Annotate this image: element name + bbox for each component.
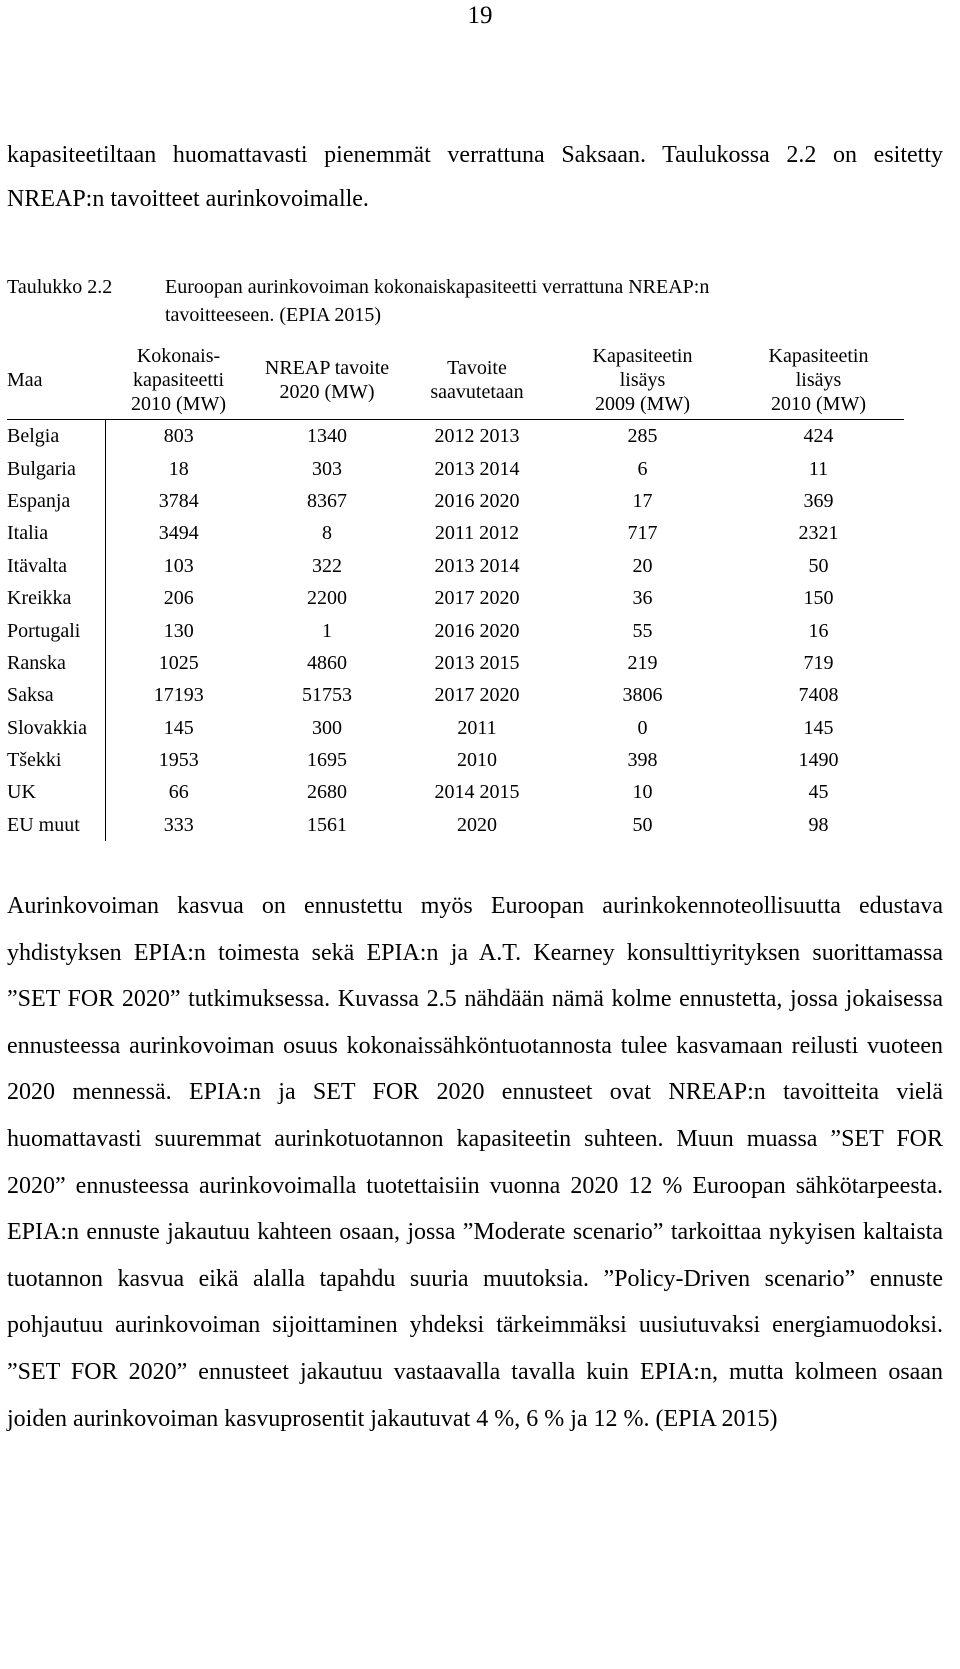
nreap-target-cell: 322 xyxy=(312,554,342,577)
intro-paragraph: kapasiteetiltaan huomattavasti pienemmät verrattuna Saksaan. Taulukossa 2.2 on esitetty NREAP:n tavoitteet aurinkovoimalle. xyxy=(7,142,943,212)
table-row xyxy=(7,809,904,841)
table-caption-number: Taulukko 2.2 xyxy=(7,276,113,298)
header-line: Maa xyxy=(7,369,43,391)
nreap-target-cell: 1340 xyxy=(307,425,347,448)
capacity-added-2010-cell: 719 xyxy=(803,651,834,674)
nreap-target-cell: 303 xyxy=(312,457,342,480)
header-country xyxy=(7,341,105,420)
capacity-added-2010-cell: 98 xyxy=(808,813,829,836)
capacity-added-2010-cell: 11 xyxy=(808,457,829,480)
nreap-target-cell: 1 xyxy=(322,619,332,642)
page-number: 19 xyxy=(467,2,493,29)
total-capacity-cell: 17193 xyxy=(153,684,204,707)
table-row xyxy=(7,517,904,549)
target-reached-cell: 2016 2020 xyxy=(434,489,520,512)
table-row xyxy=(7,744,904,776)
capacity-added-2009-cell: 10 xyxy=(632,781,653,804)
capacity-added-2009-cell: 50 xyxy=(632,813,653,836)
capacity-added-2009-cell: 17 xyxy=(632,489,653,512)
target-reached-cell: 2017 2020 xyxy=(434,684,520,707)
capacity-added-2010-cell: 424 xyxy=(803,425,834,448)
table-row xyxy=(7,712,904,744)
country-cell: Kreikka xyxy=(7,582,105,614)
country-cell: Bulgaria xyxy=(7,452,105,484)
target-reached-cell: 2013 2014 xyxy=(434,457,520,480)
capacity-added-2010-cell: 7408 xyxy=(798,684,839,707)
country-cell: Saksa xyxy=(7,679,105,711)
capacity-added-2009-cell: 219 xyxy=(627,651,658,674)
total-capacity-cell: 18 xyxy=(168,457,189,480)
nreap-target-cell: 51753 xyxy=(302,684,352,707)
header-line: NREAP tavoite xyxy=(264,357,390,379)
total-capacity-cell: 206 xyxy=(163,587,194,610)
total-capacity-cell: 145 xyxy=(163,716,194,739)
country-cell: EU muut xyxy=(7,809,105,841)
capacity-added-2009-cell: 285 xyxy=(627,425,658,448)
capacity-added-2009-cell: 55 xyxy=(632,619,653,642)
total-capacity-cell: 3784 xyxy=(158,489,199,512)
capacity-added-2010-cell: 369 xyxy=(803,489,834,512)
target-reached-cell: 2013 2014 xyxy=(434,554,520,577)
target-reached-cell: 2016 2020 xyxy=(434,619,520,642)
target-reached-cell: 2011 2012 xyxy=(434,522,520,545)
capacity-added-2010-cell: 1490 xyxy=(798,749,839,772)
capacity-added-2010-cell: 2321 xyxy=(798,522,839,545)
table-row xyxy=(7,420,904,453)
nreap-target-cell: 1695 xyxy=(307,749,347,772)
total-capacity-cell: 803 xyxy=(163,425,194,448)
header-nreap-target xyxy=(252,341,402,420)
table-row xyxy=(7,582,904,614)
header-capacity-added-2009 xyxy=(552,341,733,420)
capacity-added-2010-cell: 16 xyxy=(808,619,829,642)
nreap-target-cell: 1561 xyxy=(307,813,347,836)
nreap-target-cell: 2680 xyxy=(307,781,347,804)
header-line: 2010 (MW) xyxy=(771,393,866,415)
country-cell: Ranska xyxy=(7,647,105,679)
header-line: 2020 (MW) xyxy=(279,381,375,403)
header-line: 2009 (MW) xyxy=(595,393,690,415)
target-reached-cell: 2012 2013 xyxy=(434,425,520,448)
table-row xyxy=(7,776,904,808)
capacity-added-2009-cell: 717 xyxy=(627,522,658,545)
country-cell: Italia xyxy=(7,517,105,549)
total-capacity-cell: 66 xyxy=(168,781,189,804)
capacity-added-2010-cell: 150 xyxy=(803,587,834,610)
total-capacity-cell: 103 xyxy=(163,554,194,577)
country-cell: Portugali xyxy=(7,614,105,646)
country-cell: Tšekki xyxy=(7,744,105,776)
nreap-target-cell: 4860 xyxy=(307,651,347,674)
table-row xyxy=(7,614,904,646)
nreap-target-cell: 8 xyxy=(322,522,332,545)
total-capacity-cell: 130 xyxy=(163,619,194,642)
header-total-capacity xyxy=(105,341,252,420)
capacity-added-2010-cell: 45 xyxy=(808,781,829,804)
header-line: Tavoite xyxy=(447,357,507,379)
total-capacity-cell: 3494 xyxy=(158,522,199,545)
header-line: lisäys xyxy=(795,369,842,391)
target-reached-cell: 2013 2015 xyxy=(434,651,520,674)
capacity-added-2010-cell: 145 xyxy=(803,716,834,739)
country-cell: Belgia xyxy=(7,420,105,453)
nreap-target-cell: 2200 xyxy=(307,587,347,610)
total-capacity-cell: 333 xyxy=(163,813,194,836)
capacity-added-2009-cell: 3806 xyxy=(622,684,663,707)
header-line: Kapasiteetin xyxy=(768,345,869,367)
capacity-added-2009-cell: 20 xyxy=(632,554,653,577)
country-cell: UK xyxy=(7,776,105,808)
nreap-target-cell: 8367 xyxy=(307,489,347,512)
target-reached-cell: 2020 xyxy=(457,813,497,836)
capacity-added-2010-cell: 50 xyxy=(808,554,829,577)
nreap-target-cell: 300 xyxy=(312,716,342,739)
header-target-reached xyxy=(402,341,552,420)
header-line: Kokonais- xyxy=(136,345,221,367)
header-line: lisäys xyxy=(619,369,666,391)
header-capacity-added-2010 xyxy=(733,341,904,420)
capacity-table xyxy=(7,341,904,841)
table-row xyxy=(7,647,904,679)
table-row xyxy=(7,679,904,711)
country-cell: Slovakkia xyxy=(7,712,105,744)
capacity-added-2009-cell: 6 xyxy=(637,457,648,480)
header-line: 2010 (MW) xyxy=(131,393,226,415)
target-reached-cell: 2011 xyxy=(457,716,497,739)
country-cell: Espanja xyxy=(7,485,105,517)
header-line: saavutetaan xyxy=(430,381,524,403)
table-row xyxy=(7,550,904,582)
country-cell: Itävalta xyxy=(7,550,105,582)
header-line: kapasiteetti xyxy=(132,369,225,391)
table-header-row xyxy=(7,341,904,420)
header-line: Kapasiteetin xyxy=(592,345,693,367)
total-capacity-cell: 1953 xyxy=(158,749,199,772)
table-row xyxy=(7,485,904,517)
target-reached-cell: 2010 xyxy=(457,749,497,772)
capacity-added-2009-cell: 398 xyxy=(627,749,658,772)
capacity-added-2009-cell: 0 xyxy=(637,716,648,739)
body-paragraph: Aurinkovoiman kasvua on ennustettu myös Euroopan aurinkokennoteollisuutta edustava yhdistyksen EPIA:n toimesta sekä EPIA:n ja A.T. Kearney konsulttiyrityksen suorittamassa ”SET FOR 2020” tutkimuksessa. Kuvassa 2.5 nähdään nämä kolme ennustetta, jossa jokaisessa ennusteessa aurinkovoiman osuus kokonaissähköntuotannosta tulee kasvamaan reilusti vuoteen 2020 mennessä. EPIA:n ja SET FOR 2020 ennusteet ovat NREAP:n tavoitteita vielä huomattavasti suuremmat aurinkotuotannon kapasiteetin suhteen. Muun muassa ”SET FOR 2020” ennusteessa aurinkovoimalla tuotettaisiin vuonna 2020 12 % Euroopan sähkötarpeesta. EPIA:n ennuste jakautuu kahteen osaan, jossa ”Moderate scenario” tarkoittaa nykyisen kaltaista tuotannon kasvua eikä alalla tapahdu suuria muutoksia. ”Policy-Driven scenario” ennuste pohjautuu aurinkovoiman sijoittaminen yhdeksi tärkeimmäksi uusiutuvaksi energiamuodoksi. ”SET FOR 2020” ennusteet jakautuu vastaavalla tavalla kuin EPIA:n, mutta kolmeen osaan joiden aurinkovoiman kasvuprosentit jakautuvat 4 %, 6 % ja 12 %. (EPIA 2015) xyxy=(7,893,943,1432)
table-row xyxy=(7,452,904,484)
target-reached-cell: 2017 2020 xyxy=(434,587,520,610)
total-capacity-cell: 1025 xyxy=(158,651,199,674)
capacity-added-2009-cell: 36 xyxy=(632,587,653,610)
target-reached-cell: 2014 2015 xyxy=(434,781,520,804)
table-caption-text: Euroopan aurinkovoiman kokonaiskapasiteetti verrattuna NREAP:n tavoitteeseen. (EPIA 2015) xyxy=(165,276,710,326)
